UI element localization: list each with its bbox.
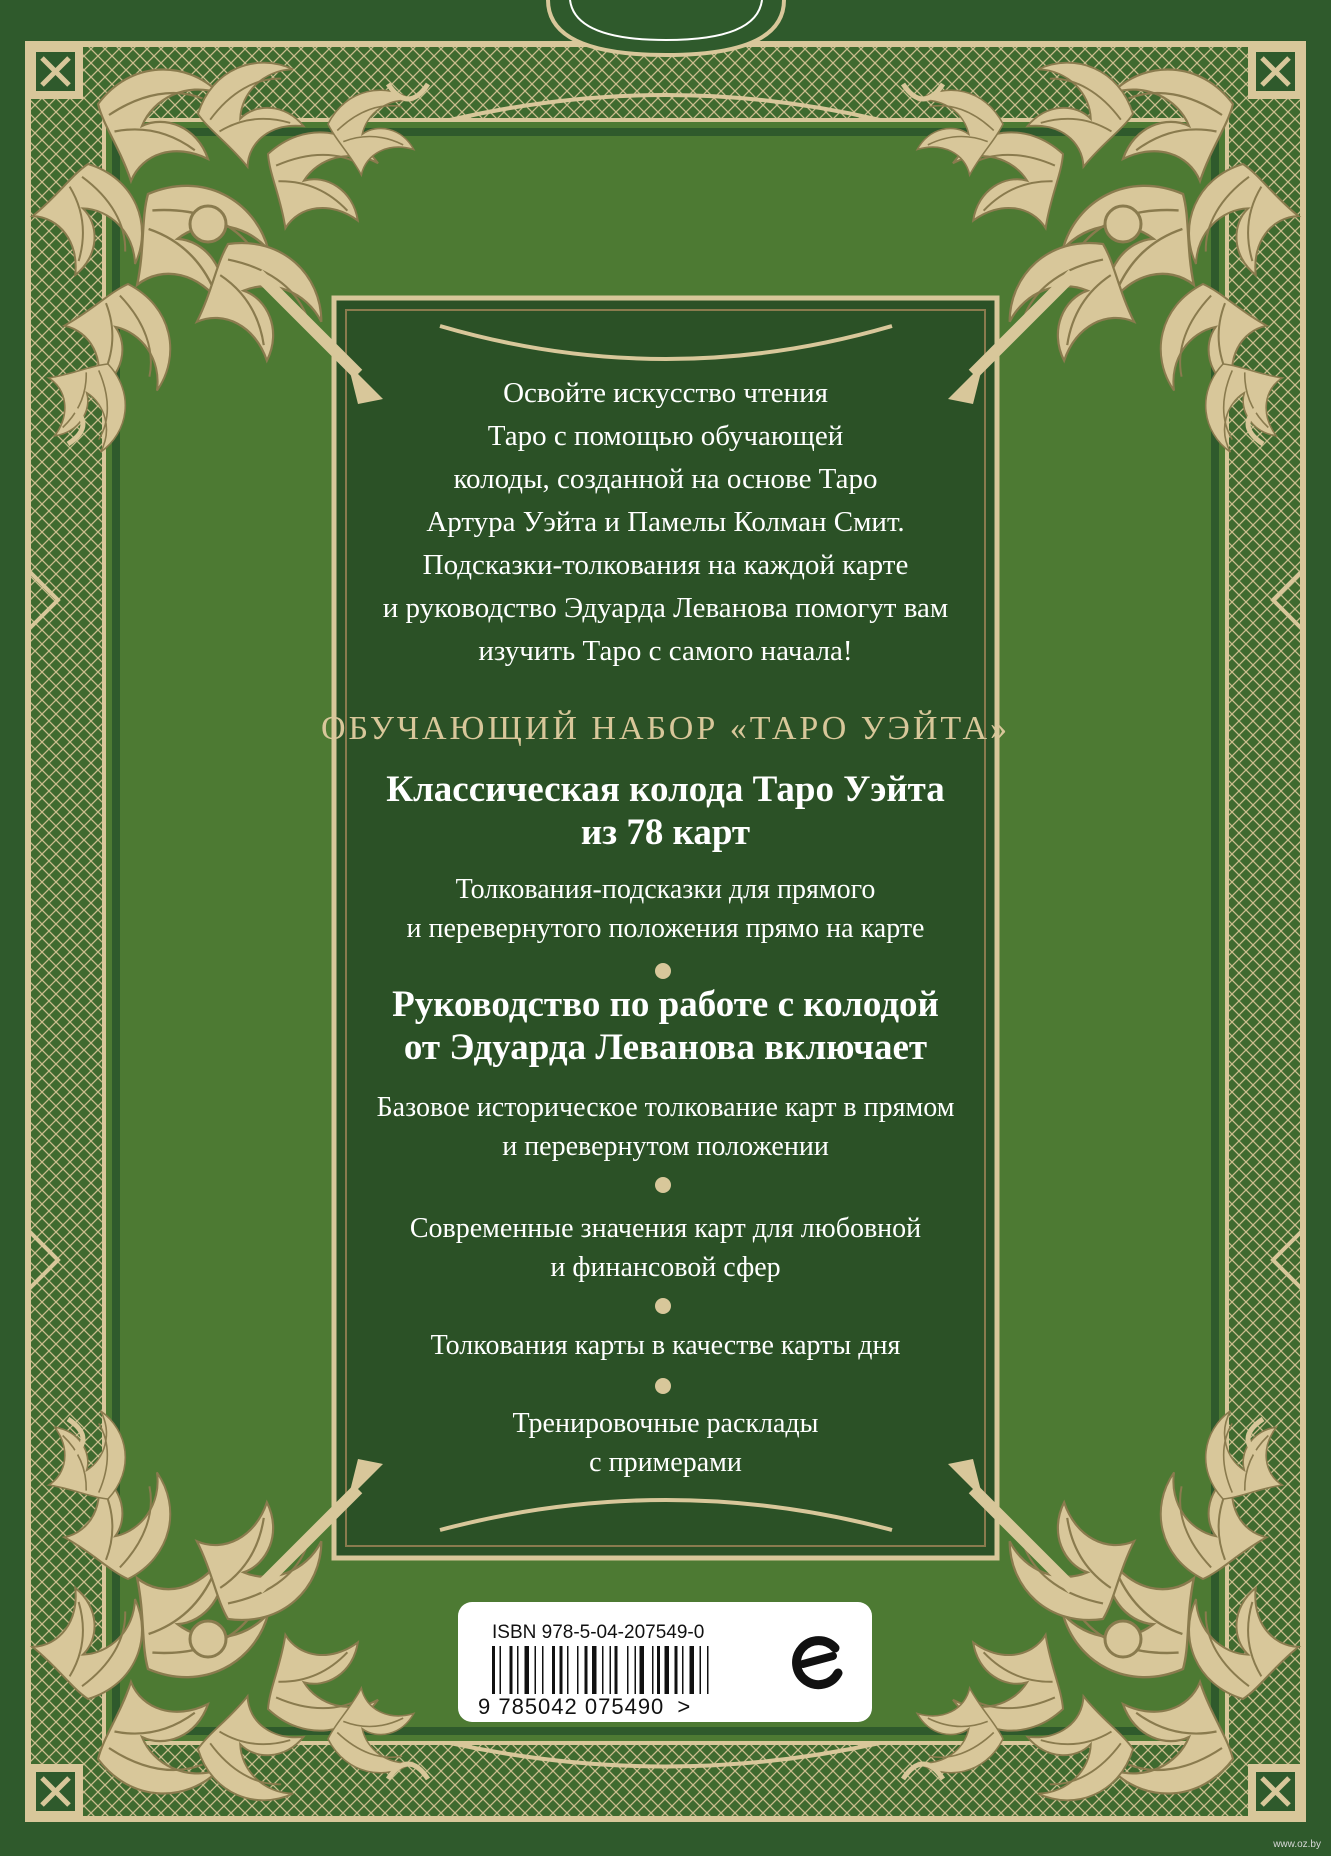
barcode-bar	[610, 1646, 612, 1694]
barcode-bar	[627, 1646, 629, 1694]
barcode-bar	[552, 1646, 555, 1694]
barcode-end-mark: >	[677, 1694, 692, 1719]
deck-heading-line: из 78 карт	[580, 812, 751, 853]
barcode-digits	[478, 1694, 691, 1720]
deck-note	[0, 870, 1331, 948]
barcode-bar	[585, 1646, 588, 1694]
guide-item-line: Современные значения карт для любовной	[409, 1213, 922, 1244]
barcode-bar	[517, 1646, 519, 1694]
bullet-dot	[655, 963, 671, 979]
guide-item	[0, 1088, 1331, 1166]
barcode-bar	[657, 1646, 660, 1694]
guide-heading-line: Руководство по работе с колодой	[392, 984, 939, 1025]
barcode-bar	[542, 1646, 544, 1694]
guide-item-line: и перевернутом положении	[502, 1131, 829, 1162]
barcode-bar	[577, 1646, 579, 1694]
guide-item	[0, 1326, 1331, 1365]
watermark: www.oz.by	[1273, 1839, 1321, 1850]
intro-line: Освойте искусство чтения	[503, 377, 828, 409]
bullet-dot	[655, 1298, 671, 1314]
barcode-bar	[592, 1646, 597, 1694]
barcode-bar	[615, 1646, 618, 1694]
barcode-bar	[635, 1646, 637, 1694]
barcode-bar	[510, 1646, 513, 1694]
guide-item-line: и финансовой сфер	[550, 1252, 781, 1283]
barcode-bar	[700, 1646, 702, 1694]
barcode-bar	[665, 1646, 670, 1694]
intro-line: изучить Таро с самого начала!	[478, 635, 853, 667]
barcode-bar	[602, 1646, 604, 1694]
barcode-bar	[690, 1646, 695, 1694]
barcode-bar	[567, 1646, 569, 1694]
intro-line: колоды, созданной на основе Таро	[453, 463, 878, 495]
barcode-bar	[707, 1646, 709, 1694]
barcode-bar	[560, 1646, 563, 1694]
barcode-bar	[500, 1646, 502, 1694]
intro-text	[0, 372, 1331, 673]
barcode-bar	[535, 1646, 537, 1694]
barcode-bar	[675, 1646, 678, 1694]
guide-heading	[0, 983, 1331, 1069]
intro-line: Таро с помощью обучающей	[487, 420, 844, 452]
deck-note-line: и перевернутого положения прямо на карте	[406, 913, 925, 944]
publisher-logo-icon	[783, 1628, 853, 1698]
barcode-bar	[640, 1646, 645, 1694]
deck-heading-line: Классическая колода Таро Уэйта	[386, 769, 945, 810]
guide-item	[0, 1209, 1331, 1287]
intro-line: Подсказки-толкования на каждой карте	[422, 549, 909, 581]
guide-item-line: Базовое историческое толкование карт в прямом	[376, 1092, 955, 1123]
deck-note-line: Толкования-подсказки для прямого	[455, 874, 876, 905]
intro-line: Артура Уэйта и Памелы Колман Смит.	[426, 506, 905, 538]
barcode-bar	[652, 1646, 654, 1694]
guide-item-line: Толкования карты в качестве карты дня	[430, 1330, 901, 1361]
barcode-digits-text: 9 785042 075490	[478, 1694, 665, 1719]
barcode-bar	[682, 1646, 684, 1694]
bullet-dot	[655, 1378, 671, 1394]
bullet-dot	[655, 1177, 671, 1193]
isbn-label: ISBN 978-5-04-207549-0	[492, 1622, 705, 1643]
guide-heading-line: от Эдуарда Леванова включает	[403, 1027, 928, 1068]
guide-item	[0, 1404, 1331, 1482]
barcode-bar	[525, 1646, 530, 1694]
guide-item-line: с примерами	[589, 1447, 742, 1478]
guide-item-line: Тренировочные расклады	[512, 1408, 819, 1439]
set-title: ОБУЧАЮЩИЙ НАБОР «ТАРО УЭЙТА»	[320, 710, 1011, 747]
barcode-panel	[458, 1602, 872, 1722]
deck-heading	[0, 768, 1331, 854]
intro-line: и руководство Эдуарда Леванова помогут вам	[382, 592, 949, 624]
barcode-bar	[492, 1646, 495, 1694]
barcode	[492, 1646, 762, 1694]
